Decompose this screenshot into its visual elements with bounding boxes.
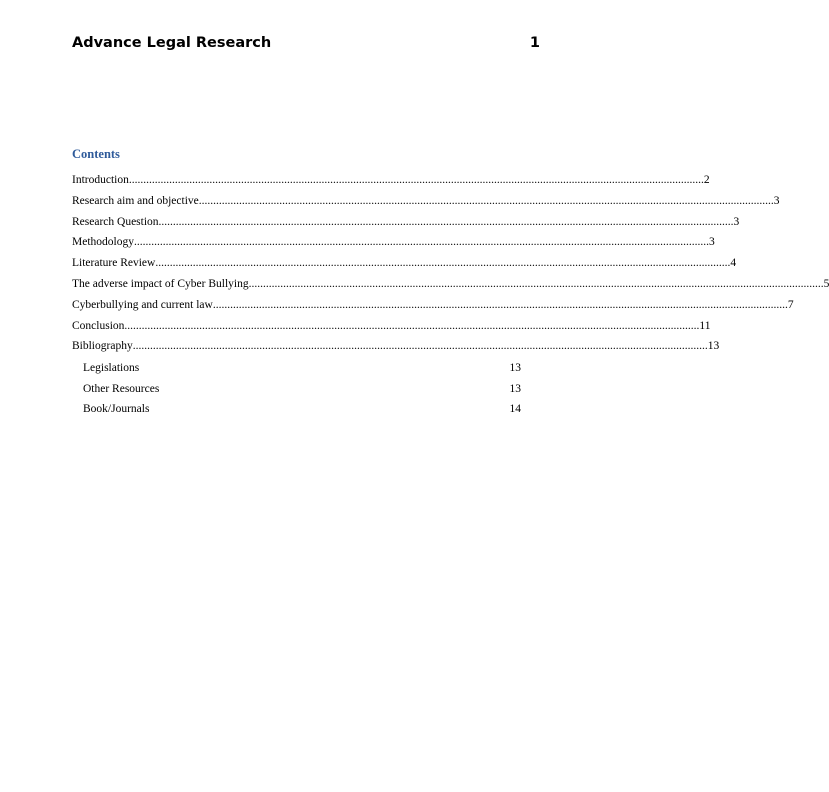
toc-entry-methodology[interactable] (72, 236, 715, 257)
toc-subentry-title: Book/Journals (83, 403, 150, 416)
toc-entry-page: 5 (823, 277, 829, 290)
toc-leader-dots: ........................................................................................................................................................................................................ (198, 194, 774, 207)
toc-subentry-title: Other Resources (83, 382, 160, 395)
toc-entry-title: Conclusion (72, 319, 125, 332)
toc-entry-literature-review[interactable] (72, 257, 737, 278)
toc-entry-conclusion[interactable] (72, 319, 711, 341)
toc-entry-page: 4 (730, 257, 737, 270)
table-of-contents (72, 174, 829, 361)
toc-leader-dots: ........................................................................................................................................................................................................ (155, 257, 731, 270)
toc-leader-dots: ........................................................................................................................................................................................................ (124, 319, 700, 332)
toc-entry-title: The adverse impact of Cyber Bullying (72, 277, 249, 290)
toc-entry-page: 11 (699, 319, 711, 332)
toc-leader-dots: ........................................................................................................................................................................................................ (133, 236, 709, 249)
toc-leader-dots: ........................................................................................................................................................................................................ (248, 277, 824, 290)
toc-entry-adverse-impact[interactable] (72, 277, 829, 299)
toc-subentry-page: 13 (509, 362, 521, 374)
toc-entry-title: Bibliography (72, 340, 133, 353)
toc-leader-dots: ........................................................................................................................................................................................................ (132, 340, 708, 353)
toc-entry-page: 3 (708, 236, 715, 249)
toc-entry-page: 2 (703, 174, 710, 186)
toc-entry-page: 3 (773, 194, 780, 207)
toc-entry-page: 13 (707, 340, 720, 353)
toc-entry-page: 7 (787, 298, 794, 311)
toc-subentry-legislations[interactable] (83, 362, 521, 383)
toc-entry-title: Research aim and objective (72, 194, 199, 207)
toc-subentry-page: 13 (509, 382, 521, 395)
toc-entry-title: Methodology (72, 236, 134, 249)
toc-leader-dots: ........................................................................................................................................................................................................ (158, 215, 734, 228)
document-title: Advance Legal Research (72, 35, 272, 51)
toc-entry-title: Research Question (72, 215, 159, 228)
toc-entry-cyberbullying-law[interactable] (72, 298, 794, 320)
toc-entry-title: Literature Review (72, 257, 156, 270)
toc-leader-dots: ........................................................................................................................................................................................................ (212, 298, 788, 311)
toc-entry-title: Introduction (72, 174, 129, 186)
page-header (72, 35, 540, 51)
toc-entry-page: 3 (733, 215, 740, 228)
page-number: 1 (529, 35, 540, 51)
contents-heading: Contents (72, 147, 120, 161)
toc-subentry-title: Legislations (83, 362, 140, 374)
toc-entry-introduction[interactable] (72, 174, 710, 195)
bibliography-subentries (83, 362, 521, 424)
toc-leader-dots: ........................................................................................................................................................................................................ (128, 174, 704, 186)
toc-subentry-book-journals[interactable] (83, 403, 521, 424)
toc-subentry-page: 14 (509, 403, 521, 416)
toc-subentry-other-resources[interactable] (83, 383, 521, 404)
toc-entry-research-question[interactable] (72, 215, 740, 237)
toc-entry-research-aim[interactable] (72, 194, 780, 216)
toc-entry-bibliography[interactable] (72, 340, 720, 361)
toc-entry-title: Cyberbullying and current law (72, 298, 213, 311)
